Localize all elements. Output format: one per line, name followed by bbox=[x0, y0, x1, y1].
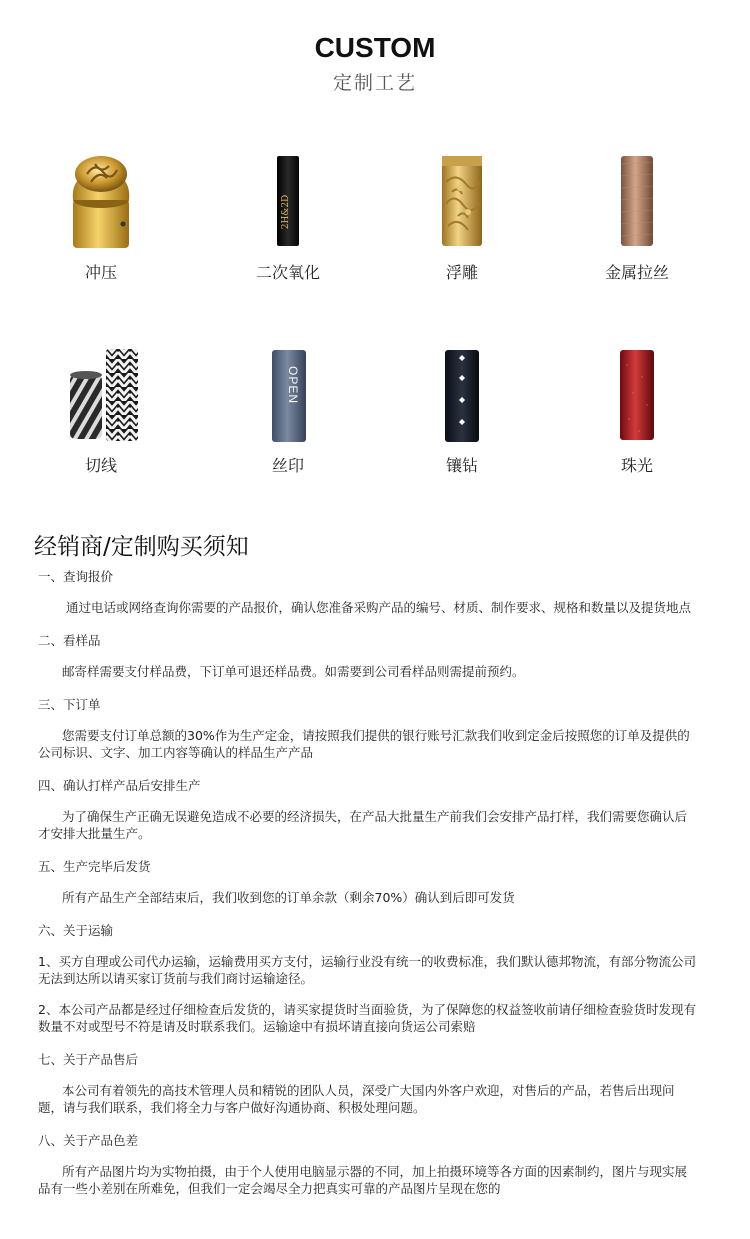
section-heading: 四、确认打样产品后安排生产 bbox=[38, 778, 201, 793]
brushed-metal-tube-image bbox=[587, 152, 687, 252]
section-heading: 二、看样品 bbox=[38, 633, 101, 648]
section-paragraph: 2、本公司产品都是经过仔细检查后发货的，请买家提货时当面验货，为了保障您的权益签收前请仔细检查验货时发现有数量不对或型号不符是请及时联系我们。运输途中有损坏请直接向货运公司索赔 bbox=[38, 1002, 696, 1034]
section-heading: 三、下订单 bbox=[38, 697, 101, 712]
craft-label: 切线 bbox=[84, 456, 117, 475]
craft-item-stamping bbox=[13, 152, 189, 283]
page-header bbox=[0, 30, 750, 95]
silk-print-tube-image bbox=[238, 345, 338, 445]
craft-label: 浮雕 bbox=[445, 263, 478, 282]
section-heading: 七、关于产品售后 bbox=[38, 1052, 139, 1067]
stamped-cap-image bbox=[51, 152, 151, 252]
craft-item-embossing bbox=[374, 152, 550, 283]
rhinestone-tube-image bbox=[412, 345, 512, 445]
cut-line-tubes-image bbox=[46, 345, 156, 445]
section-heading: 六、关于运输 bbox=[38, 923, 114, 938]
craft-label: 镶钻 bbox=[445, 456, 478, 475]
craft-item-silk-print bbox=[200, 345, 376, 476]
craft-item-rhinestone bbox=[374, 345, 550, 476]
notice-title: 经销商/定制购买须知 bbox=[34, 534, 249, 560]
craft-label: 丝印 bbox=[271, 456, 304, 475]
title-en: CUSTOM bbox=[314, 32, 436, 63]
anodized-tube-image bbox=[238, 152, 338, 252]
section-paragraph: 所有产品生产全部结束后，我们收到您的订单余款（剩余70%）确认到后即可发货 bbox=[62, 890, 515, 905]
section-heading: 八、关于产品色差 bbox=[38, 1133, 139, 1148]
section-heading: 五、生产完毕后发货 bbox=[38, 859, 151, 874]
craft-item-pearlescent bbox=[549, 345, 725, 476]
pearlescent-tube-image bbox=[587, 345, 687, 445]
section-paragraph: 本公司有着领先的高技术管理人员和精锐的团队人员，深受广大国内外客户欢迎，对售后的产品，若售后出现问题，请与我们联系，我们将全力与客户做好沟通协商、积极处理问题。 bbox=[38, 1083, 675, 1115]
section-paragraph: 为了确保生产正确无误避免造成不必要的经济损失，在产品大批量生产前我们会安排产品打样，我们需要您确认后才安排大批量生产。 bbox=[38, 809, 688, 841]
craft-item-brushed-metal bbox=[549, 152, 725, 283]
section-paragraph: 1、买方自理或公司代办运输，运输费用买方支付，运输行业没有统一的收费标准，我们默认德邦物流，有部分物流公司无法到达所以请买家订货前与我们商讨运输途径。 bbox=[38, 954, 696, 986]
title-cn: 定制工艺 bbox=[332, 72, 417, 94]
craft-label: 冲压 bbox=[84, 263, 117, 282]
tube-print: OPEN bbox=[286, 365, 300, 405]
notice-body bbox=[38, 568, 698, 1197]
section-paragraph: 邮寄样需要支付样品费，下订单可退还样品费。如需要到公司看样品则需提前预约。 bbox=[62, 664, 525, 679]
section-paragraph: 您需要支付订单总额的30%作为生产定金，请按照我们提供的银行账号汇款我们收到定金后按照您的订单及提供的公司标识、文字、加工内容等确认的样品生产产品 bbox=[38, 728, 690, 760]
craft-label: 珠光 bbox=[620, 456, 653, 475]
craft-item-cut-line bbox=[13, 345, 189, 476]
tube-print: 2H&2D bbox=[281, 194, 291, 230]
craft-item-anodizing bbox=[200, 152, 376, 283]
embossed-tube-image bbox=[412, 152, 512, 252]
section-paragraph: 所有产品图片均为实物拍摄，由于个人使用电脑显示器的不同，加上拍摄环境等各方面的因素制约，图片与现实展品有一些小差别在所难免，但我们一定会竭尽全力把真实可靠的产品图片呈现在您的 bbox=[38, 1164, 688, 1196]
craft-label: 金属拉丝 bbox=[604, 263, 669, 282]
section-paragraph: 通过电话或网络查询你需要的产品报价，确认您准备采购产品的编号、材质、制作要求、规格和数量以及提货地点 bbox=[66, 600, 692, 615]
section-heading: 一、查询报价 bbox=[38, 569, 114, 584]
craft-label: 二次氧化 bbox=[255, 263, 320, 282]
